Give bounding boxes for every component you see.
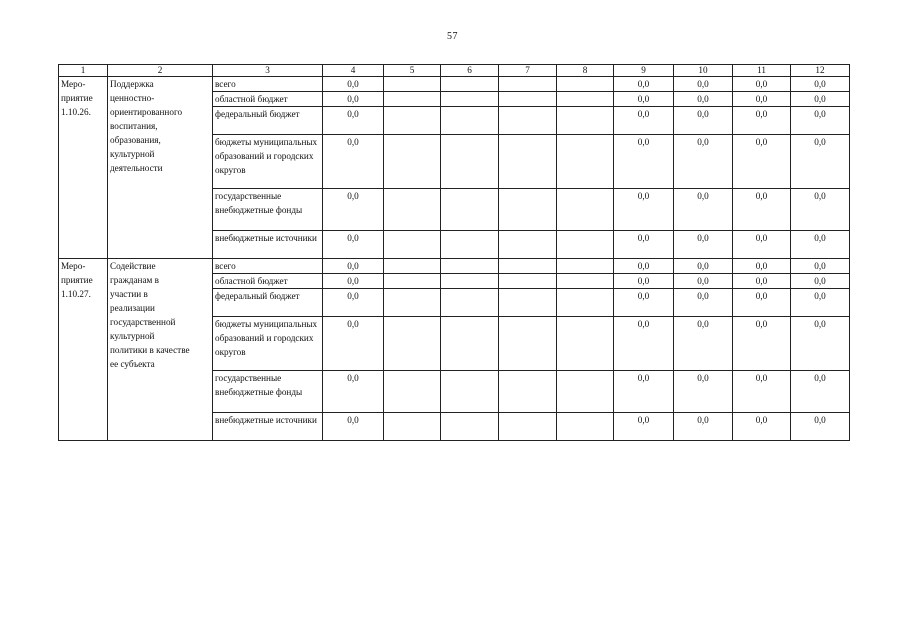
value-cell [441, 289, 499, 317]
value-cell [384, 135, 441, 189]
value-cell [557, 135, 614, 189]
measure-title-line: образования, [110, 135, 161, 145]
value-cell [441, 317, 499, 371]
value-cell [384, 413, 441, 441]
value-cell: 0,0 [733, 107, 791, 135]
measure-code-line: 1.10.27. [61, 289, 91, 299]
header-row [59, 65, 850, 77]
header-col-4: 4 [323, 65, 384, 77]
value-cell: 0,0 [733, 274, 791, 289]
value-cell: 0,0 [323, 135, 384, 189]
value-cell [499, 274, 557, 289]
funding-source: бюджеты муниципальных образований и городских округов [213, 135, 323, 189]
table-row [59, 259, 850, 274]
funding-source: областной бюджет [213, 92, 323, 107]
value-cell [499, 231, 557, 259]
value-cell: 0,0 [674, 135, 733, 189]
measure-code [59, 259, 108, 441]
value-cell [557, 274, 614, 289]
value-cell [499, 259, 557, 274]
funding-source: федеральный бюджет [213, 107, 323, 135]
table-header [59, 65, 850, 77]
value-cell: 0,0 [674, 77, 733, 92]
value-cell [384, 231, 441, 259]
value-cell [557, 92, 614, 107]
value-cell: 0,0 [323, 107, 384, 135]
value-cell: 0,0 [614, 317, 674, 371]
value-cell [441, 92, 499, 107]
value-cell: 0,0 [323, 289, 384, 317]
header-col-11: 11 [733, 65, 791, 77]
value-cell: 0,0 [791, 92, 850, 107]
funding-source: внебюджетные источники [213, 413, 323, 441]
value-cell: 0,0 [323, 259, 384, 274]
value-cell: 0,0 [791, 413, 850, 441]
value-cell: 0,0 [323, 274, 384, 289]
value-cell [384, 371, 441, 413]
value-cell: 0,0 [614, 107, 674, 135]
funding-source: областной бюджет [213, 274, 323, 289]
measure-title [108, 77, 213, 259]
value-cell [384, 259, 441, 274]
measure-title-line: государственной [110, 317, 176, 327]
value-cell [384, 274, 441, 289]
value-cell: 0,0 [614, 413, 674, 441]
measure-title [108, 259, 213, 441]
measure-title-line: культурной [110, 149, 155, 159]
value-cell: 0,0 [674, 189, 733, 231]
header-col-6: 6 [441, 65, 499, 77]
value-cell: 0,0 [614, 231, 674, 259]
value-cell: 0,0 [733, 135, 791, 189]
measure-title-line: деятельности [110, 163, 163, 173]
value-cell: 0,0 [614, 289, 674, 317]
table-body [59, 77, 850, 441]
value-cell: 0,0 [614, 189, 674, 231]
funding-source: государственные внебюджетные фонды [213, 189, 323, 231]
funding-source: всего [213, 77, 323, 92]
header-col-10: 10 [674, 65, 733, 77]
value-cell: 0,0 [614, 274, 674, 289]
value-cell: 0,0 [733, 289, 791, 317]
value-cell: 0,0 [614, 77, 674, 92]
value-cell: 0,0 [323, 371, 384, 413]
value-cell [441, 135, 499, 189]
value-cell: 0,0 [614, 135, 674, 189]
value-cell: 0,0 [733, 92, 791, 107]
measure-code-line: 1.10.26. [61, 107, 91, 117]
value-cell [441, 231, 499, 259]
value-cell [499, 317, 557, 371]
value-cell [441, 274, 499, 289]
value-cell: 0,0 [674, 274, 733, 289]
value-cell: 0,0 [674, 259, 733, 274]
value-cell [441, 77, 499, 92]
value-cell: 0,0 [674, 92, 733, 107]
value-cell: 0,0 [791, 189, 850, 231]
value-cell: 0,0 [733, 413, 791, 441]
value-cell [384, 189, 441, 231]
value-cell: 0,0 [733, 317, 791, 371]
value-cell: 0,0 [733, 231, 791, 259]
value-cell [384, 289, 441, 317]
header-col-5: 5 [384, 65, 441, 77]
measure-code [59, 77, 108, 259]
measure-code-line: приятие [61, 275, 93, 285]
measure-title-line: участии в [110, 289, 148, 299]
value-cell [384, 77, 441, 92]
measure-title-line: культурной [110, 331, 155, 341]
value-cell: 0,0 [791, 371, 850, 413]
value-cell: 0,0 [733, 189, 791, 231]
value-cell: 0,0 [614, 92, 674, 107]
measure-title-line: ориентированного [110, 107, 183, 117]
value-cell [557, 317, 614, 371]
value-cell [441, 189, 499, 231]
value-cell [499, 92, 557, 107]
budget-table [58, 64, 850, 441]
value-cell [557, 371, 614, 413]
value-cell: 0,0 [674, 289, 733, 317]
value-cell [384, 92, 441, 107]
measure-title-line: политики в качестве [110, 345, 190, 355]
value-cell [557, 189, 614, 231]
header-col-2: 2 [108, 65, 213, 77]
value-cell [499, 135, 557, 189]
value-cell [499, 189, 557, 231]
value-cell: 0,0 [791, 77, 850, 92]
value-cell [499, 77, 557, 92]
measure-title-line: гражданам в [110, 275, 159, 285]
measure-code-line: Меро- [61, 79, 86, 89]
value-cell [557, 77, 614, 92]
value-cell: 0,0 [791, 107, 850, 135]
value-cell: 0,0 [733, 259, 791, 274]
table-row [59, 77, 850, 92]
value-cell: 0,0 [323, 231, 384, 259]
funding-source: внебюджетные источники [213, 231, 323, 259]
value-cell [557, 107, 614, 135]
measure-title-line: ценностно- [110, 93, 155, 103]
value-cell: 0,0 [614, 259, 674, 274]
measure-title-line: Поддержка [110, 79, 154, 89]
value-cell [384, 317, 441, 371]
funding-source: федеральный бюджет [213, 289, 323, 317]
value-cell [557, 413, 614, 441]
value-cell: 0,0 [733, 371, 791, 413]
value-cell: 0,0 [323, 77, 384, 92]
value-cell: 0,0 [674, 371, 733, 413]
value-cell: 0,0 [733, 77, 791, 92]
value-cell: 0,0 [791, 135, 850, 189]
value-cell: 0,0 [674, 107, 733, 135]
value-cell: 0,0 [791, 259, 850, 274]
value-cell: 0,0 [323, 317, 384, 371]
measure-title-line: воспитания, [110, 121, 158, 131]
value-cell: 0,0 [674, 317, 733, 371]
value-cell [557, 231, 614, 259]
header-col-7: 7 [499, 65, 557, 77]
header-col-8: 8 [557, 65, 614, 77]
value-cell [441, 259, 499, 274]
value-cell [499, 413, 557, 441]
value-cell: 0,0 [614, 371, 674, 413]
header-col-9: 9 [614, 65, 674, 77]
value-cell: 0,0 [791, 317, 850, 371]
value-cell [499, 371, 557, 413]
value-cell: 0,0 [791, 231, 850, 259]
measure-code-line: приятие [61, 93, 93, 103]
value-cell: 0,0 [323, 92, 384, 107]
value-cell: 0,0 [323, 189, 384, 231]
page-number: 57 [447, 31, 458, 42]
value-cell: 0,0 [791, 274, 850, 289]
value-cell [384, 107, 441, 135]
funding-source: государственные внебюджетные фонды [213, 371, 323, 413]
measure-title-line: Содействие [110, 261, 156, 271]
value-cell: 0,0 [791, 289, 850, 317]
value-cell [499, 289, 557, 317]
measure-title-line: ее субъекта [110, 359, 155, 369]
header-col-12: 12 [791, 65, 850, 77]
funding-source: бюджеты муниципальных образований и городских округов [213, 317, 323, 371]
measure-title-line: реализации [110, 303, 155, 313]
header-col-1: 1 [59, 65, 108, 77]
funding-source: всего [213, 259, 323, 274]
value-cell [441, 107, 499, 135]
value-cell [499, 107, 557, 135]
value-cell [557, 259, 614, 274]
value-cell [441, 413, 499, 441]
value-cell [557, 289, 614, 317]
measure-code-line: Меро- [61, 261, 86, 271]
value-cell: 0,0 [674, 413, 733, 441]
value-cell: 0,0 [674, 231, 733, 259]
value-cell: 0,0 [323, 413, 384, 441]
header-col-3: 3 [213, 65, 323, 77]
value-cell [441, 371, 499, 413]
